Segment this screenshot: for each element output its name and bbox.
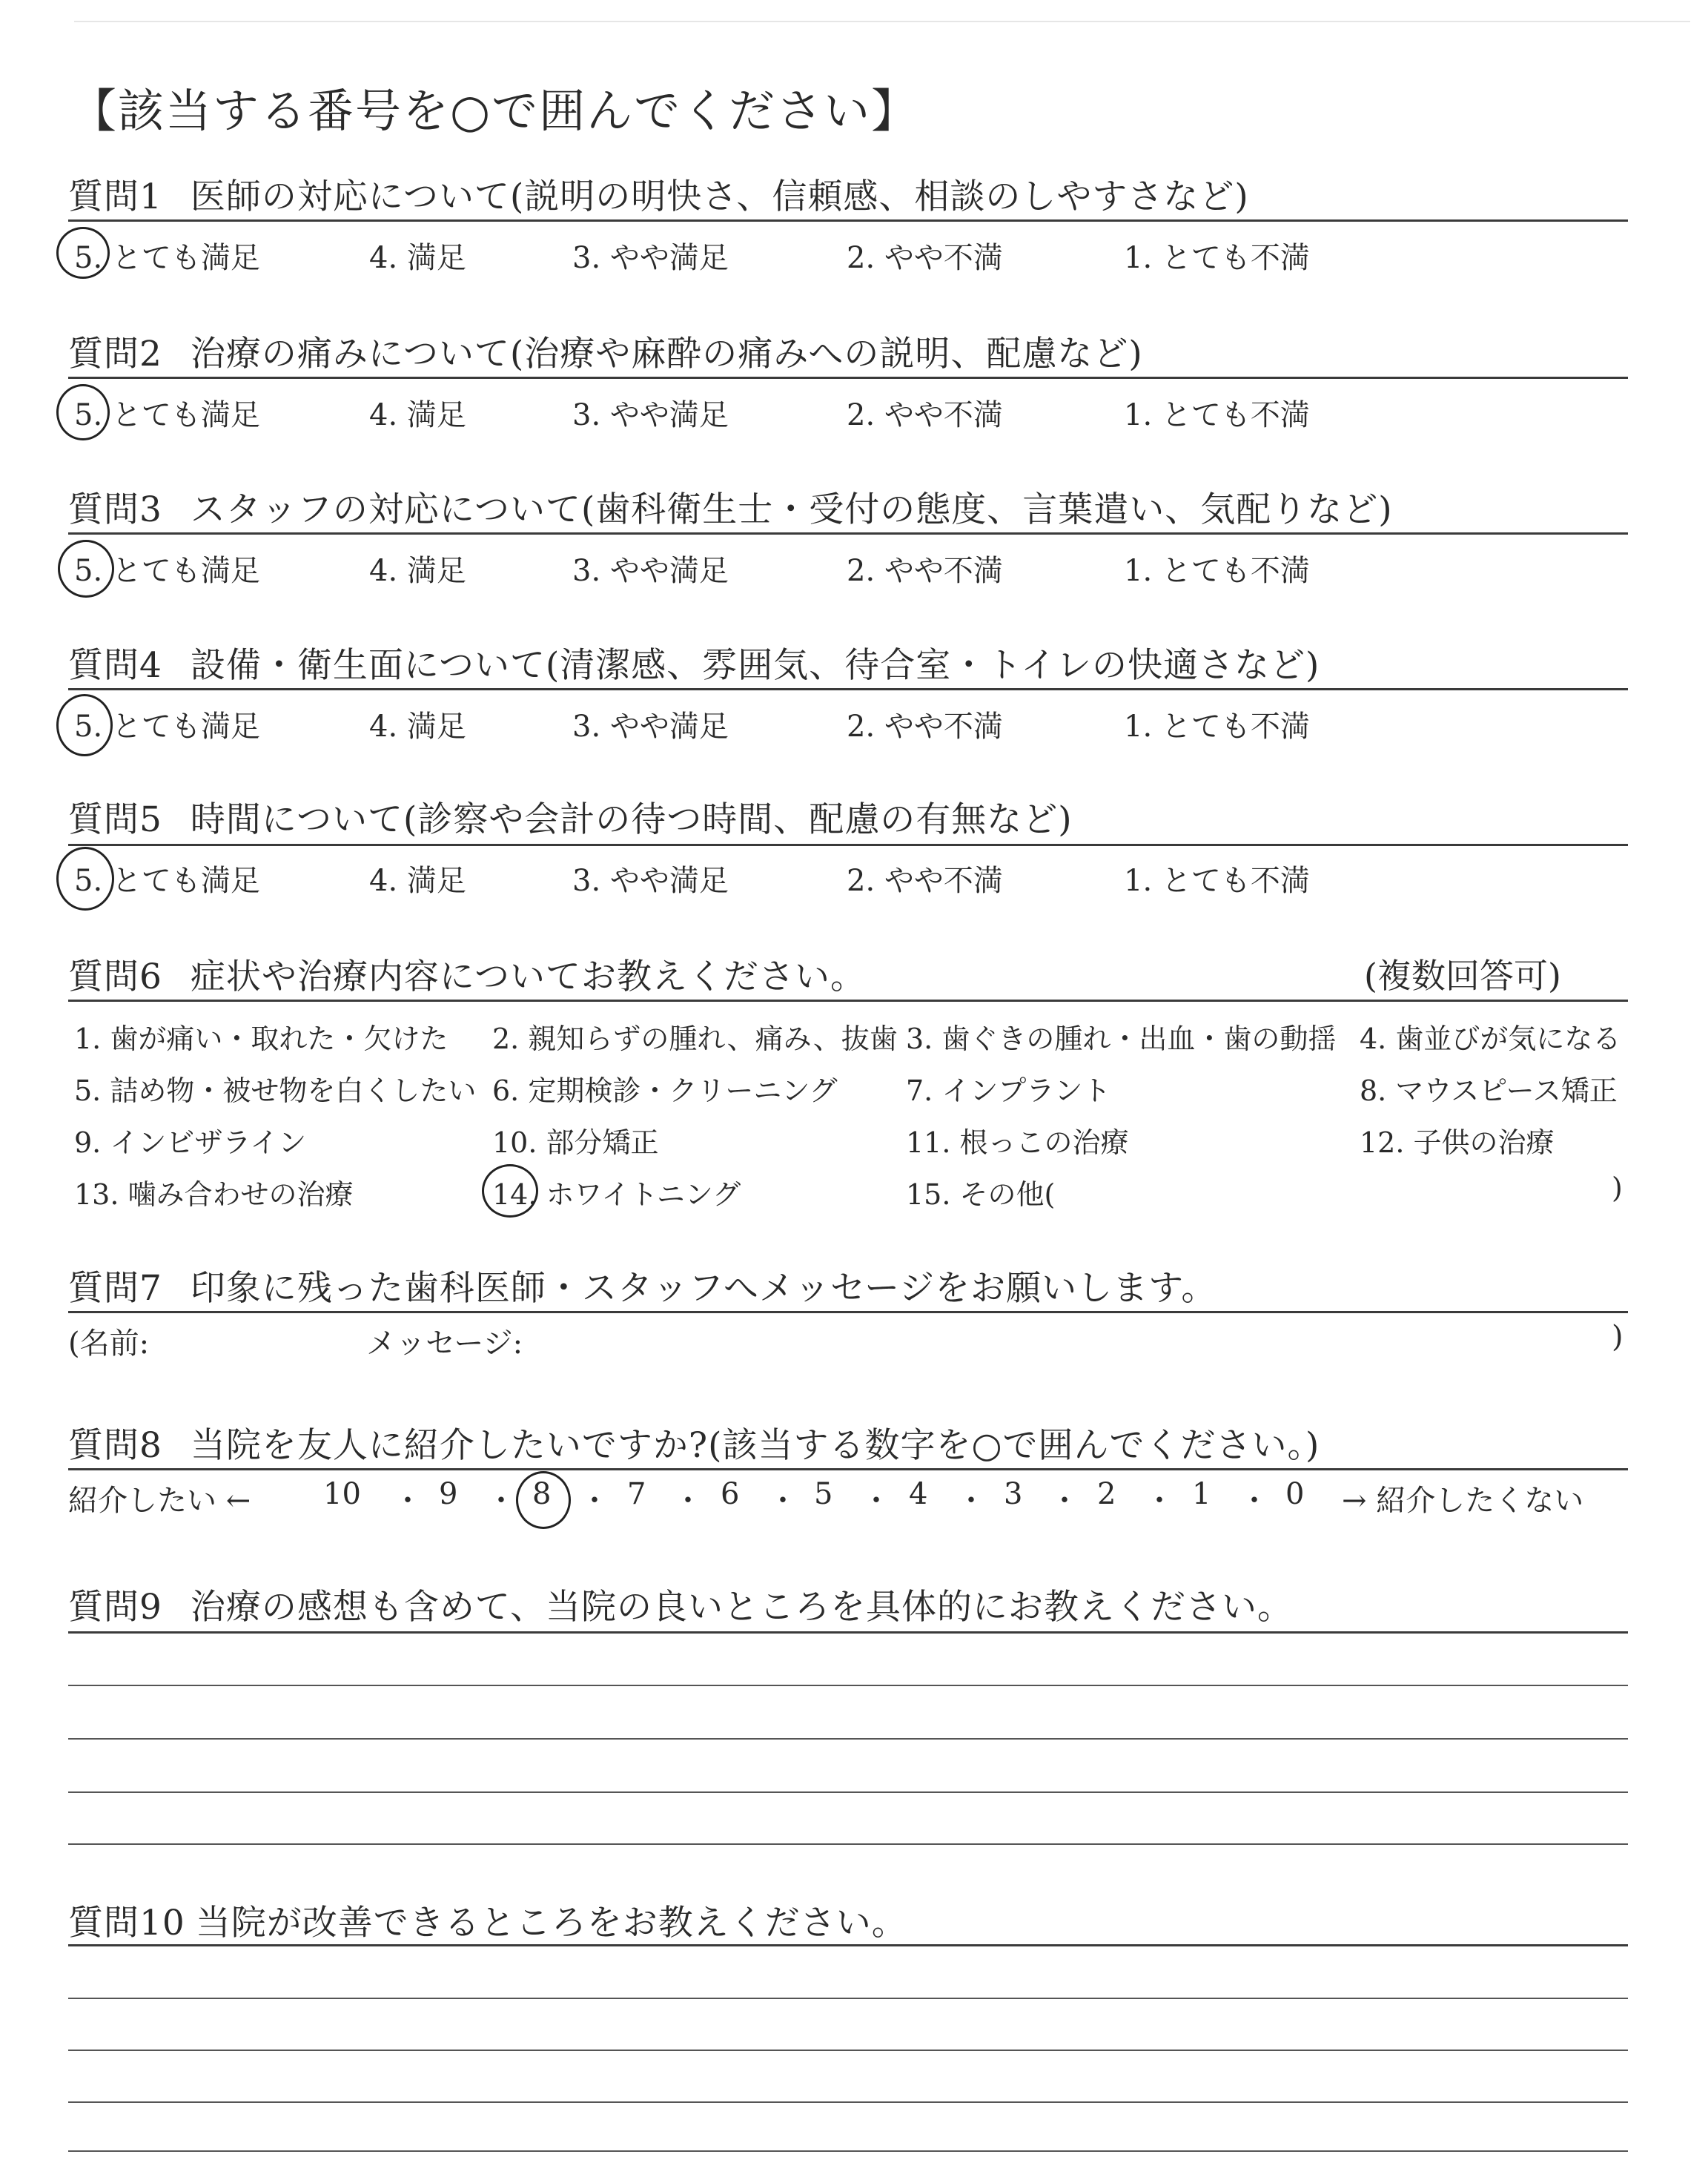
scale-value-1[interactable]: 1 <box>1192 1477 1211 1511</box>
question-4 <box>68 638 1320 687</box>
question-rule <box>68 532 1628 535</box>
question-number: 質問6 <box>68 957 162 997</box>
rating-option-4[interactable]: 4. 満足 <box>369 554 466 588</box>
question-text: 治療の感想も含めて、当院の良いところを具体的にお教えください。 <box>190 1587 1293 1628</box>
answer-line <box>68 2101 1628 2103</box>
answer-line <box>68 1685 1628 1686</box>
question-text: 印象に残った歯科医師・スタッフへメッセージをお願いします。 <box>190 1268 1217 1309</box>
choice-12[interactable]: 12. 子供の治療 <box>1360 1126 1555 1159</box>
question-7 <box>68 1261 1217 1310</box>
rating-option-3[interactable]: 3. やや満足 <box>572 398 729 432</box>
question-9 <box>68 1579 1293 1629</box>
rating-option-5[interactable]: 5. とても満足 <box>74 554 260 588</box>
answer-line <box>68 1843 1628 1845</box>
choice-4[interactable]: 4. 歯並びが気になる <box>1360 1023 1621 1055</box>
scale-value-9[interactable]: 9 <box>439 1477 458 1511</box>
question-number: 質問4 <box>68 645 162 686</box>
question-text: 時間について(診察や会計の待つ時間、配慮の有無など) <box>190 799 1073 840</box>
rating-option-3[interactable]: 3. やや満足 <box>572 241 729 275</box>
question-text: 設備・衛生面について(清潔感、雰囲気、待合室・トイレの快適さなど) <box>190 645 1320 686</box>
question-rule <box>68 1311 1628 1313</box>
answer-line <box>68 2150 1628 2152</box>
scale-left-label: 紹介したい ← <box>68 1484 251 1518</box>
scale-value-0[interactable]: 0 <box>1285 1477 1305 1511</box>
rating-option-1[interactable]: 1. とても不満 <box>1124 710 1310 744</box>
question-3 <box>68 482 1393 532</box>
scale-value-7[interactable]: 7 <box>627 1477 646 1511</box>
scale-value-10[interactable]: 10 <box>323 1477 361 1511</box>
selected-choice-circle <box>482 1164 538 1218</box>
question-rule <box>68 688 1628 690</box>
scale-value-8[interactable]: 8 <box>532 1477 552 1511</box>
question-10 <box>68 1895 907 1945</box>
message-close-paren: ) <box>1612 1320 1623 1354</box>
question-number: 質問8 <box>68 1425 162 1466</box>
rating-option-4[interactable]: 4. 満足 <box>369 710 466 744</box>
choice-3[interactable]: 3. 歯ぐきの腫れ・出血・歯の動揺 <box>906 1023 1337 1055</box>
question-text: 当院が改善できるところをお教えください。 <box>195 1903 907 1943</box>
rating-option-2[interactable]: 2. やや不満 <box>847 864 1003 898</box>
question-number: 質問7 <box>68 1268 162 1309</box>
rating-option-2[interactable]: 2. やや不満 <box>847 554 1003 588</box>
choice-11[interactable]: 11. 根っこの治療 <box>906 1126 1129 1159</box>
answer-line <box>68 1998 1628 1999</box>
answer-line <box>68 1738 1628 1740</box>
question-number: 質問3 <box>68 489 162 530</box>
choice-1[interactable]: 1. 歯が痛い・取れた・欠けた <box>74 1023 448 1055</box>
choice-8[interactable]: 8. マウスピース矯正 <box>1360 1074 1618 1107</box>
page-title: 【該当する番号を○で囲んでください】 <box>70 84 919 138</box>
question-text: スタッフの対応について(歯科衛生士・受付の態度、言葉遣い、気配りなど) <box>190 489 1393 530</box>
rating-option-1[interactable]: 1. とても不満 <box>1124 241 1310 275</box>
question-number: 質問5 <box>68 799 162 840</box>
scale-dot: ・ <box>861 1484 891 1518</box>
question-8 <box>68 1418 1320 1467</box>
rating-option-5[interactable]: 5. とても満足 <box>74 241 260 275</box>
answer-circle <box>56 227 110 279</box>
answer-line <box>68 1791 1628 1793</box>
question-rule <box>68 377 1628 379</box>
scale-dot: ・ <box>673 1484 703 1518</box>
message-label: メッセージ: <box>366 1327 523 1361</box>
answer-circle <box>56 847 114 911</box>
question-1 <box>68 169 1249 219</box>
question-rule <box>68 844 1628 846</box>
question-6 <box>68 949 866 999</box>
question-rule <box>68 1468 1628 1470</box>
answer-circle <box>58 540 114 598</box>
scale-dot: ・ <box>1050 1484 1079 1518</box>
rating-option-5[interactable]: 5. とても満足 <box>74 398 260 432</box>
choice-14[interactable]: 14. ホワイトニング <box>492 1178 741 1211</box>
choice-6[interactable]: 6. 定期検診・クリーニング <box>492 1074 838 1107</box>
rating-option-2[interactable]: 2. やや不満 <box>847 710 1003 744</box>
choice-5[interactable]: 5. 詰め物・被せ物を白くしたい <box>74 1074 477 1107</box>
choice-15-close-paren: ) <box>1612 1172 1623 1204</box>
top-border <box>74 21 1690 22</box>
rating-option-1[interactable]: 1. とても不満 <box>1124 864 1310 898</box>
rating-option-3[interactable]: 3. やや満足 <box>572 710 729 744</box>
question-number: 質問1 <box>68 176 162 217</box>
scale-dot: ・ <box>768 1484 798 1518</box>
question-rule <box>68 1000 1628 1002</box>
question-5 <box>68 792 1073 842</box>
scale-value-5[interactable]: 5 <box>814 1477 833 1511</box>
question-text: 医師の対応について(説明の明快さ、信頼感、相談のしやすさなど) <box>190 176 1249 217</box>
choice-15[interactable]: 15. その他( <box>906 1178 1056 1211</box>
scale-value-3[interactable]: 3 <box>1004 1477 1023 1511</box>
rating-option-4[interactable]: 4. 満足 <box>369 864 466 898</box>
name-label: (名前: <box>68 1327 150 1361</box>
rating-option-1[interactable]: 1. とても不満 <box>1124 554 1310 588</box>
question-2 <box>68 326 1143 376</box>
scale-value-4[interactable]: 4 <box>909 1477 928 1511</box>
question-text: 症状や治療内容についてお教えください。 <box>190 957 866 997</box>
scale-value-2[interactable]: 2 <box>1097 1477 1116 1511</box>
choice-13[interactable]: 13. 噛み合わせの治療 <box>74 1178 354 1211</box>
choice-7[interactable]: 7. インプラント <box>906 1074 1111 1107</box>
scale-value-6[interactable]: 6 <box>721 1477 740 1511</box>
choice-9[interactable]: 9. インビザライン <box>74 1126 307 1159</box>
scale-dot: ・ <box>580 1484 609 1518</box>
rating-option-4[interactable]: 4. 満足 <box>369 241 466 275</box>
choice-10[interactable]: 10. 部分矯正 <box>492 1126 659 1159</box>
scale-dot: ・ <box>393 1484 423 1518</box>
question-text: 当院を友人に紹介したいですか?(該当する数字を○で囲んでください。) <box>190 1425 1320 1466</box>
scale-dot: ・ <box>486 1484 516 1518</box>
multiple-answer-note: (複数回答可) <box>1364 956 1561 996</box>
question-number: 質問9 <box>68 1587 162 1628</box>
question-number: 質問10 <box>68 1903 185 1943</box>
rating-option-3[interactable]: 3. やや満足 <box>572 864 729 898</box>
scale-dot: ・ <box>1239 1484 1269 1518</box>
answer-circle <box>56 694 113 756</box>
question-number: 質問2 <box>68 334 162 374</box>
selected-scale-circle <box>516 1471 571 1529</box>
rating-option-2[interactable]: 2. やや不満 <box>847 241 1003 275</box>
choice-2[interactable]: 2. 親知らずの腫れ、痛み、抜歯 <box>492 1023 898 1055</box>
rating-option-5[interactable]: 5. とても満足 <box>74 710 260 744</box>
rating-option-5[interactable]: 5. とても満足 <box>74 864 260 898</box>
rating-option-2[interactable]: 2. やや不満 <box>847 398 1003 432</box>
question-rule <box>68 1944 1628 1946</box>
rating-option-1[interactable]: 1. とても不満 <box>1124 398 1310 432</box>
scale-right-label: → 紹介したくない <box>1342 1484 1584 1518</box>
question-rule <box>68 1631 1628 1634</box>
rating-option-3[interactable]: 3. やや満足 <box>572 554 729 588</box>
question-text: 治療の痛みについて(治療や麻酔の痛みへの説明、配慮など) <box>190 334 1143 374</box>
rating-option-4[interactable]: 4. 満足 <box>369 398 466 432</box>
answer-circle <box>56 384 110 440</box>
scale-dot: ・ <box>956 1484 986 1518</box>
question-rule <box>68 219 1628 222</box>
scale-dot: ・ <box>1145 1484 1174 1518</box>
answer-line <box>68 2050 1628 2051</box>
